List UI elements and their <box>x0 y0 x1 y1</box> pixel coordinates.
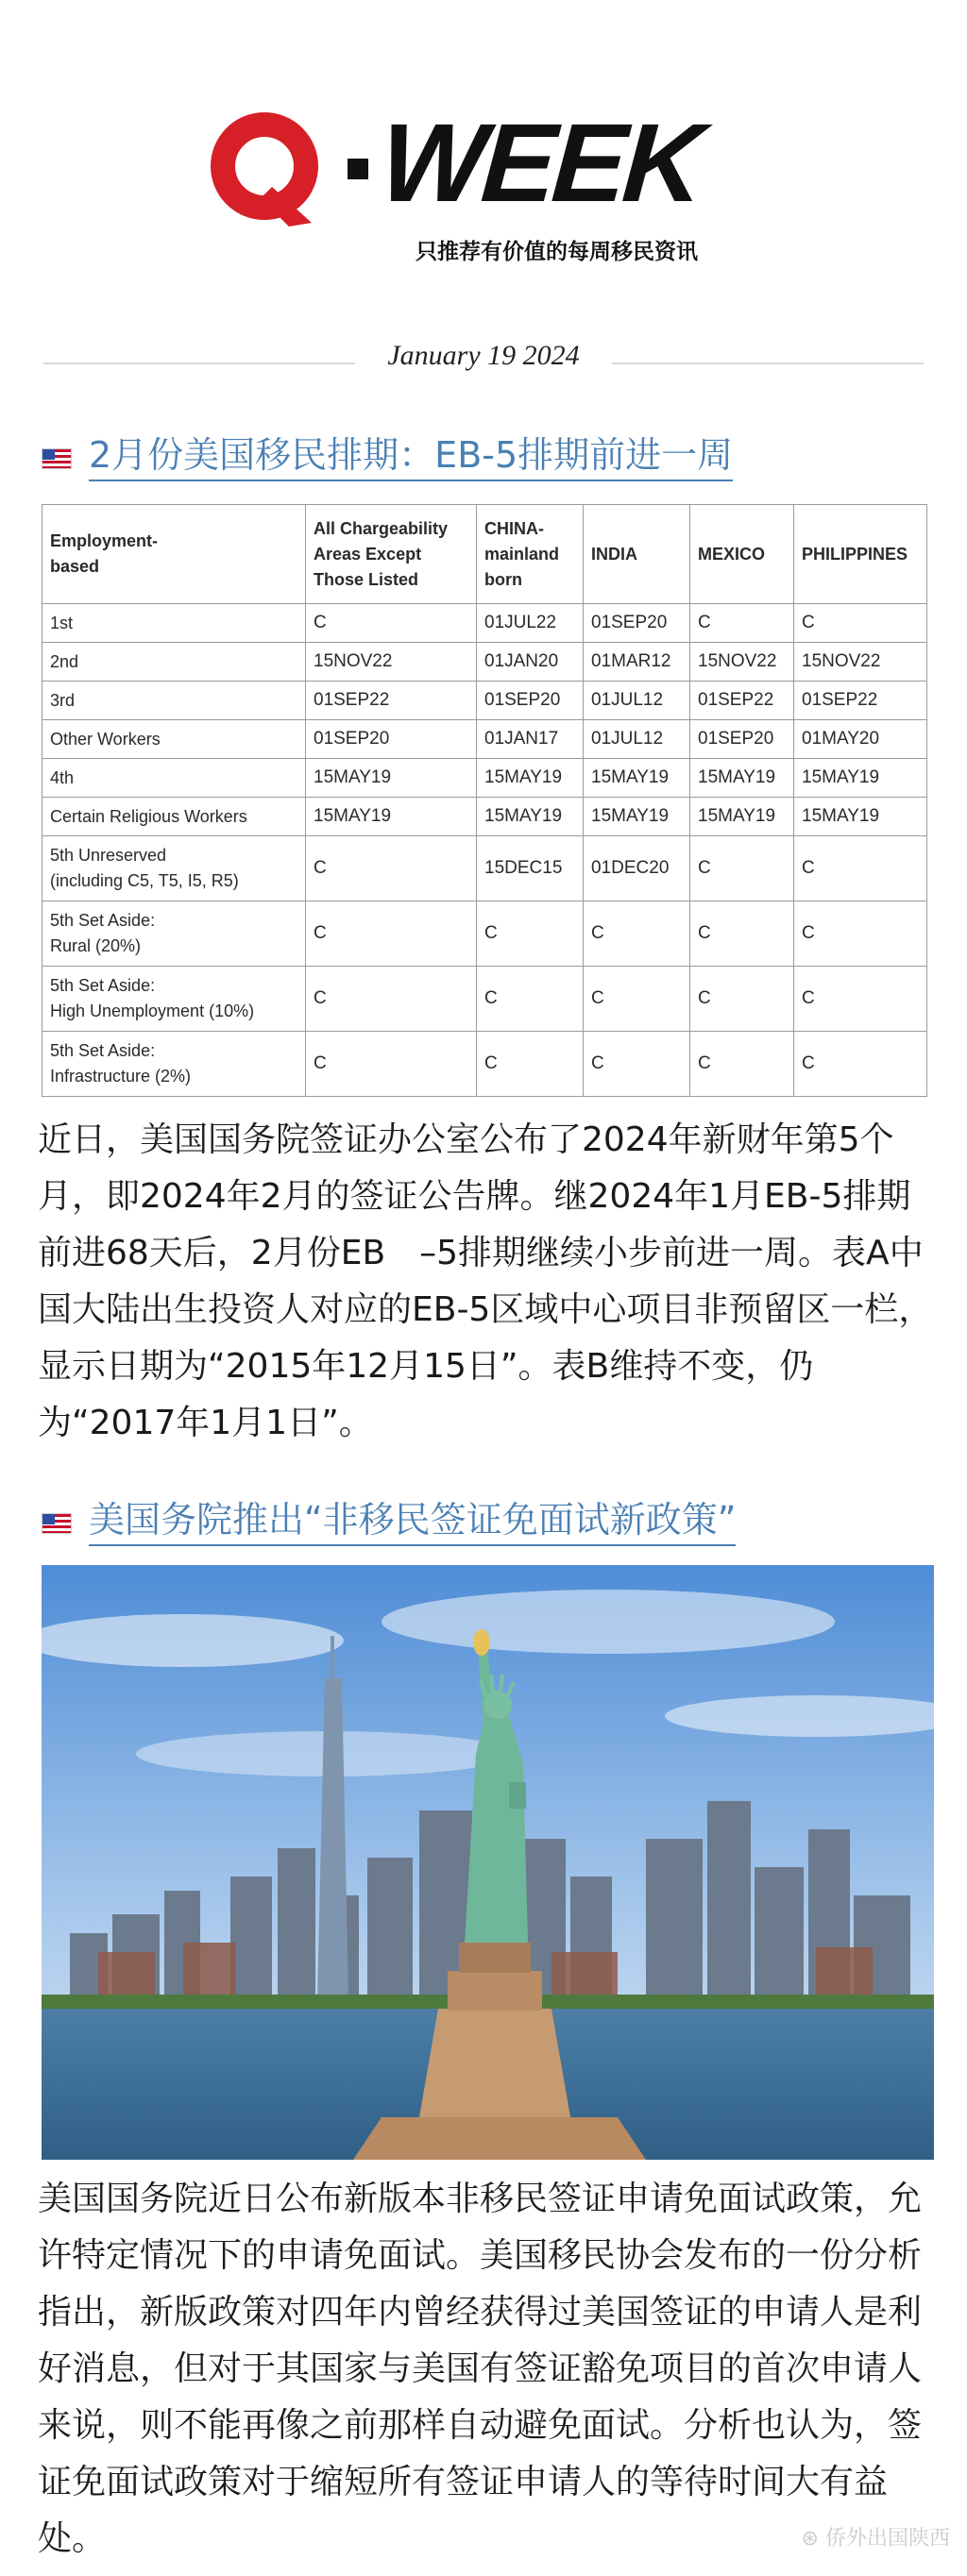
logo-tagline: 只推荐有价值的每周移民资讯 <box>416 240 698 264</box>
table-cell: 01SEP22 <box>794 682 927 720</box>
table-cell: C <box>306 901 477 967</box>
us-flag-icon <box>42 448 72 469</box>
table-cell: 01JAN17 <box>477 720 584 759</box>
section-title-interview-waiver[interactable] <box>42 1501 736 1546</box>
table-row <box>42 643 927 682</box>
table-row-category: 2nd <box>42 643 306 682</box>
statue-of-liberty-photo <box>42 1565 934 2160</box>
q-logo-icon <box>206 111 329 227</box>
table-header-cell: INDIA <box>584 505 690 604</box>
table-cell: 15MAY19 <box>794 759 927 798</box>
interview-waiver-paragraph: 美国国务院近日公布新版本非移民签证申请免面试政策，允许特定情况下的申请免面试。美国移民协会发布的一份分析指出，新版政策对四年内曾经获得过美国签证的申请人是利好消息，但对于其国家与美国有签证豁免项目的首次申请人来说，则不能再像之前那样自动避免面试。分析也认为，签证免面试政策对于缩短所有签证申请人的等待时间大有益处。 <box>38 2180 923 2558</box>
table-cell: 15MAY19 <box>584 798 690 836</box>
us-flag-icon <box>42 1513 72 1534</box>
table-cell: C <box>690 1032 794 1097</box>
table-cell: 15NOV22 <box>794 643 927 682</box>
table-cell: C <box>306 1032 477 1097</box>
table-cell: C <box>794 1032 927 1097</box>
q-week-logo <box>206 101 772 264</box>
table-cell: C <box>794 901 927 967</box>
table-cell: 15MAY19 <box>794 798 927 836</box>
date-row <box>43 340 924 381</box>
table-cell: 15DEC15 <box>477 836 584 901</box>
issue-date: January 19 2024 <box>387 340 580 371</box>
table-cell: 15NOV22 <box>690 643 794 682</box>
table-row-category: 5th Set Aside: High Unemployment (10%) <box>42 967 306 1032</box>
table-header-cell: All Chargeability Areas Except Those Listed <box>306 505 477 604</box>
table-cell: C <box>690 836 794 901</box>
table-row <box>42 682 927 720</box>
table-cell: C <box>306 836 477 901</box>
table-header-row <box>42 505 927 604</box>
table-cell: C <box>306 967 477 1032</box>
table-cell: C <box>690 604 794 643</box>
visa-bulletin-paragraph: 近日，美国国务院签证办公室公布了2024年新财年第5个月，即2024年2月的签证公告牌。继2024年1月EB-5排期前进68天后，2月份EB –5排期继续小步前进一周。表A中国大陆出生投资人对应的EB-5区域中心项目非预留区一栏，显示日期为“2015年12月15日”。表B维持不变，仍为“2017年1月1日”。 <box>38 1120 933 1442</box>
table-row <box>42 901 927 967</box>
table-cell: 01MAY20 <box>794 720 927 759</box>
table-cell: C <box>584 1032 690 1097</box>
table-header-cell: Employment- based <box>42 505 306 604</box>
table-row-category: 4th <box>42 759 306 798</box>
divider-right <box>612 362 924 364</box>
section-title-text[interactable]: 2月份美国移民排期：EB-5排期前进一周 <box>89 436 733 481</box>
table-cell: C <box>584 967 690 1032</box>
table-row <box>42 1032 927 1097</box>
logo-wordmark: WEEK <box>376 101 704 226</box>
source-watermark <box>802 2522 950 2551</box>
logo-dot <box>348 159 368 179</box>
table-row-category: 5th Set Aside: Infrastructure (2%) <box>42 1032 306 1097</box>
table-cell: C <box>794 836 927 901</box>
table-row <box>42 604 927 643</box>
table-cell: C <box>690 967 794 1032</box>
table-header-cell: MEXICO <box>690 505 794 604</box>
table-cell: 15MAY19 <box>477 759 584 798</box>
table-cell: C <box>794 967 927 1032</box>
weibo-icon: ⊛ <box>801 2527 825 2551</box>
table-cell: 15MAY19 <box>690 759 794 798</box>
table-header-cell: PHILIPPINES <box>794 505 927 604</box>
table-cell: C <box>477 967 584 1032</box>
table-row-category: 5th Unreserved (including C5, T5, I5, R5) <box>42 836 306 901</box>
table-cell: 01JUL22 <box>477 604 584 643</box>
table-cell: 15MAY19 <box>584 759 690 798</box>
section-title-text[interactable]: 美国务院推出“非移民签证免面试新政策” <box>89 1501 736 1546</box>
table-cell: C <box>306 604 477 643</box>
table-row <box>42 798 927 836</box>
table-row-category: Certain Religious Workers <box>42 798 306 836</box>
table-row <box>42 759 927 798</box>
table-cell: 01SEP20 <box>584 604 690 643</box>
table-cell: C <box>690 901 794 967</box>
table-body <box>42 604 927 1097</box>
table-row-category: 1st <box>42 604 306 643</box>
table-row <box>42 720 927 759</box>
table-cell: 15NOV22 <box>306 643 477 682</box>
table-cell: 01JUL12 <box>584 682 690 720</box>
table-header-cell: CHINA- mainland born <box>477 505 584 604</box>
table-cell: C <box>584 901 690 967</box>
table-cell: 01MAR12 <box>584 643 690 682</box>
table-cell: 01SEP20 <box>306 720 477 759</box>
table-cell: C <box>477 901 584 967</box>
table-cell: 15MAY19 <box>306 759 477 798</box>
table-cell: 01SEP22 <box>306 682 477 720</box>
table-cell: 01JAN20 <box>477 643 584 682</box>
watermark-text: 侨外出国陕西 <box>824 2527 950 2551</box>
table-row-category: 3rd <box>42 682 306 720</box>
table-cell: 01DEC20 <box>584 836 690 901</box>
table-cell: 15MAY19 <box>477 798 584 836</box>
table-cell: 15MAY19 <box>690 798 794 836</box>
table-cell: 01SEP20 <box>477 682 584 720</box>
table-cell: 01SEP22 <box>690 682 794 720</box>
visa-bulletin-table <box>42 504 927 1097</box>
section-title-visa-bulletin[interactable] <box>42 436 733 481</box>
table-cell: 01SEP20 <box>690 720 794 759</box>
table-row-category: Other Workers <box>42 720 306 759</box>
table-cell: 01JUL12 <box>584 720 690 759</box>
table-row <box>42 836 927 901</box>
table-cell: C <box>477 1032 584 1097</box>
table-cell: C <box>794 604 927 643</box>
table-row <box>42 967 927 1032</box>
table-cell: 15MAY19 <box>306 798 477 836</box>
table-row-category: 5th Set Aside: Rural (20%) <box>42 901 306 967</box>
